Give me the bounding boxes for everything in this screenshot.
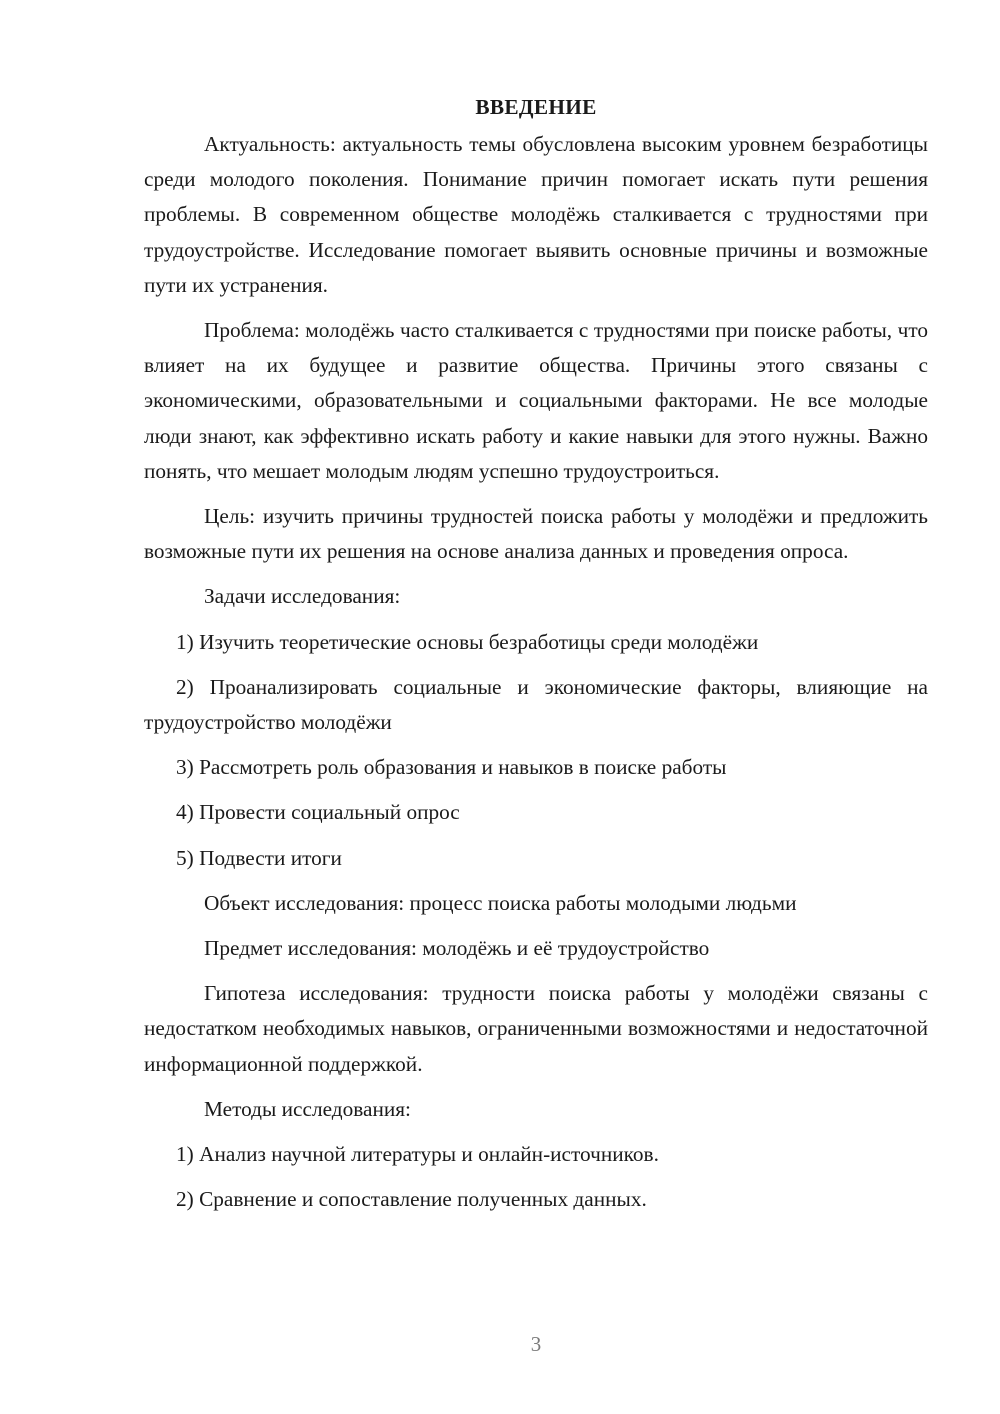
methods-heading: Методы исследования: [204,1096,411,1121]
goal-paragraph: Цель: изучить причины трудностей поиска работы у молодёжи и предложить возможные пути их решения на основе анализа данных и проведения опроса. [144,504,928,564]
section-title: ВВЕДЕНИЕ [475,95,597,119]
method-item: 2) Сравнение и сопоставление полученных данных. [176,1187,647,1212]
subject-paragraph: Предмет исследования: молодёжь и её трудоустройство [204,936,710,961]
task-item: 5) Подвести итоги [176,845,342,870]
page-number: 3 [530,1332,542,1356]
method-item: 1) Анализ научной литературы и онлайн-источников. [176,1142,659,1167]
tasks-heading: Задачи исследования: [204,584,401,609]
relevance-paragraph: Актуальность: актуальность темы обусловлена высоким уровнем безработицы среди молодого поколения. Понимание причин помогает искать пути решения проблемы. В современном обществе молодёжь сталкивается с трудностями при трудоустройстве. Исследование помогает выявить основные причины и возможные пути их устранения. [144,132,928,297]
object-paragraph: Объект исследования: процесс поиска работы молодыми людьми [204,890,797,915]
task-item: 4) Провести социальный опрос [176,800,460,825]
task-item: 2) Проанализировать социальные и экономические факторы, влияющие на трудоустройство молодёжи [144,674,928,735]
task-item: 3) Рассмотреть роль образования и навыков в поиске работы [176,755,727,780]
task-item: 1) Изучить теоретические основы безработицы среди молодёжи [176,629,759,654]
hypothesis-paragraph: Гипотеза исследования: трудности поиска работы у молодёжи связаны с недостатком необходимых навыков, ограниченными возможностями и недостаточной информационной поддержкой. [144,981,928,1076]
document-body [144,90,928,1227]
problem-paragraph: Проблема: молодёжь часто сталкивается с трудностями при поиске работы, что влияет на их будущее и развитие общества. Причины этого связаны с экономическими, образовательными и социальными факторами. Не все молодые люди знают, как эффективно искать работу и какие навыки для этого нужны. Важно понять, что мешает молодым людям успешно трудоустроиться. [144,318,928,483]
